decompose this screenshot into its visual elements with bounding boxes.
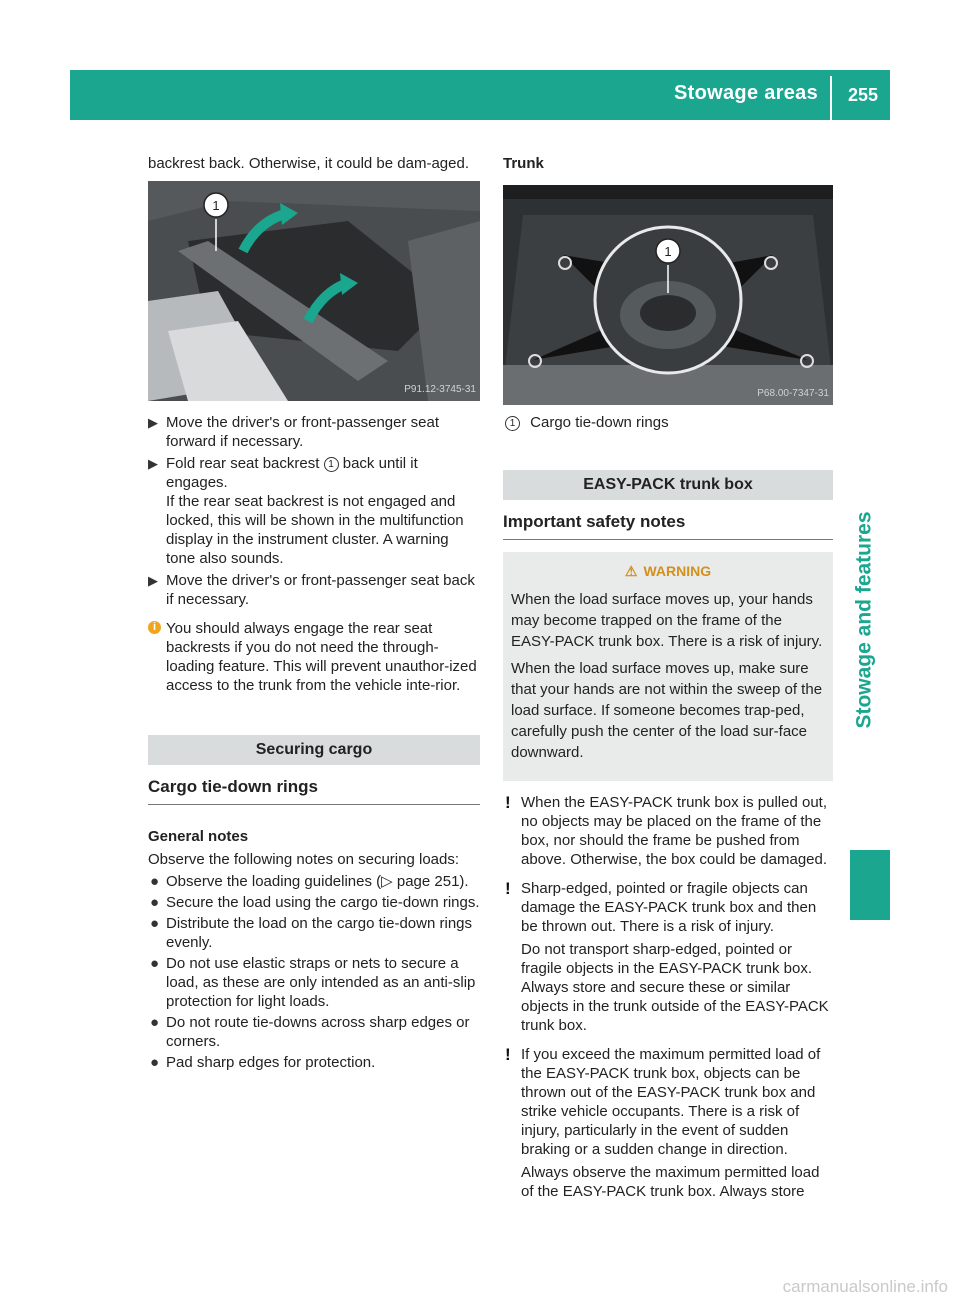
trunk-illustration — [503, 185, 833, 405]
warning-paragraph: When the load surface moves up, make sure that your hands are not within the sweep of the load surface. If someone becomes trap-ped, carefully push the center of the load sur-face downward. — [511, 660, 823, 761]
section-band: EASY-PACK trunk box — [503, 470, 833, 500]
left-column — [148, 154, 480, 1074]
warning-box — [503, 552, 833, 781]
side-chapter-tab — [838, 430, 890, 810]
rear-seat-illustration — [148, 181, 480, 401]
list-item: ● Do not use elastic straps or nets to secure a load, as these are only intended as an anti-slip protection for light loads. — [150, 955, 476, 1010]
callout-1-icon: 1 — [505, 416, 520, 431]
photo-callout: 1 — [212, 198, 220, 213]
instruction-step: ▶ Move the driver's or front-passenger seat back if necessary. — [148, 572, 475, 608]
bullet-icon: ● — [150, 1054, 160, 1071]
step-arrow-icon: ▶ — [148, 573, 158, 588]
exclamation-icon: ! — [505, 879, 511, 898]
header-divider — [830, 76, 832, 120]
trunk-heading: Trunk — [503, 155, 544, 172]
bullet-icon: ● — [150, 955, 160, 972]
warning-triangle-icon: ⚠ — [624, 563, 638, 579]
bullet-icon: ● — [150, 915, 160, 932]
bullet-icon: ● — [150, 1014, 160, 1031]
section-heading: Cargo tie-down rings — [148, 777, 480, 805]
step-detail: If the rear seat backrest is not engaged and locked, this will be shown in the multifunction display in the instrument cluster. A warning tone also sounds. — [166, 493, 464, 567]
section-heading: Important safety notes — [503, 512, 833, 540]
header-bar — [70, 70, 890, 120]
right-column — [503, 154, 833, 1211]
instruction-step: ▶ Move the driver's or front-passenger seat forward if necessary. — [148, 414, 439, 450]
section-band: Securing cargo — [148, 735, 480, 765]
info-note: i You should always engage the rear seat backrests if you do not need the through-loading feature. This will prevent unauthor-ized access to the trunk from the vehicle inte-rior. — [148, 619, 480, 695]
info-icon: i — [148, 621, 161, 634]
trunk-photo — [503, 185, 833, 405]
side-chapter-label: Stowage and features — [852, 511, 876, 729]
caution-note: ! If you exceed the maximum permitted load of the EASY-PACK trunk box, objects can be thrown out of the EASY-PACK trunk box and strike vehicle occupants. There is a risk of injury, particularly in the event of sudden braking or a sudden change in direction. Always observe the maximum permitted load of the EASY-PACK trunk box. Always store — [505, 1045, 821, 1200]
instruction-step: ▶ Fold rear seat backrest 1 back until it engages. If the rear seat backrest is not engaged and locked, this will be shown in the multifunction display in the instrument cluster. A warning tone also sounds. — [148, 455, 464, 567]
photo-callout: 1 — [664, 244, 672, 259]
warning-paragraph: When the load surface moves up, your hands may become trapped on the frame of the EASY-PACK trunk box. There is a risk of injury. — [511, 591, 823, 650]
side-chapter-marker — [850, 850, 890, 920]
list-item: ● Do not route tie-downs across sharp edges or corners. — [150, 1014, 470, 1050]
exclamation-icon: ! — [505, 1045, 511, 1064]
page-ref-arrow-icon: ▷ — [381, 873, 393, 890]
bullet-icon: ● — [150, 894, 160, 911]
general-intro: Observe the following notes on securing loads: — [148, 851, 460, 868]
list-item: ● Pad sharp edges for protection. — [150, 1054, 376, 1071]
photo-code: P91.12-3745-31 — [404, 384, 476, 395]
list-item: ● Secure the load using the cargo tie-down rings. — [150, 894, 480, 911]
figure-caption: 1 Cargo tie-down rings — [503, 413, 833, 432]
list-item: ● Observe the loading guidelines (▷ page 251). — [150, 873, 469, 890]
intro-text: backrest back. Otherwise, it could be dam-aged. — [148, 155, 469, 172]
caution-note: ! When the EASY-PACK trunk box is pulled out, no objects may be placed on the frame of the box, nor should the frame be pushed from above. Otherwise, the box could be damaged. — [505, 793, 828, 868]
step-arrow-icon: ▶ — [148, 415, 158, 430]
photo-code: P68.00-7347-31 — [757, 388, 829, 399]
step-arrow-icon: ▶ — [148, 456, 158, 471]
list-item: ● Distribute the load on the cargo tie-down rings evenly. — [150, 915, 473, 951]
exclamation-icon: ! — [505, 793, 511, 812]
bullet-icon: ● — [150, 873, 160, 890]
sub-heading: General notes — [148, 828, 249, 845]
warning-title: ⚠ WARNING — [624, 563, 712, 579]
callout-1-icon: 1 — [324, 457, 339, 472]
page-number: 255 — [847, 85, 878, 105]
caution-note: ! Sharp-edged, pointed or fragile objects can damage the EASY-PACK trunk box and then be thrown out. There is a risk of injury. Do not transport sharp-edged, pointed or fragile objects in the EASY-PACK trunk box. Always store and secure these or similar objects in the trunk outside of the EASY-PACK trunk box. — [505, 879, 829, 1034]
rear-seat-photo — [148, 181, 480, 401]
page-reference-link[interactable]: page 251). — [392, 873, 469, 890]
watermark: carmanualsonline.info — [782, 1277, 948, 1296]
page-section-title: Stowage areas — [674, 82, 818, 104]
